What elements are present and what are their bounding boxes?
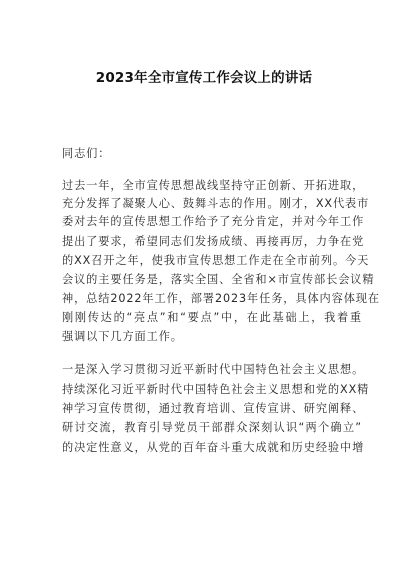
paragraph1-line: 提出了要求，希望同志们发扬成绩、再接再厉，力争在党: [62, 235, 365, 248]
paragraph2-line: 研讨交流，教育引导党员干部群众深刻认识“两个确立”: [62, 421, 362, 434]
salutation: 同志们：: [62, 147, 111, 160]
paragraph1-line: 刚刚传达的“亮点”和“要点”中，在此基础上，我着重: [62, 311, 362, 324]
paragraph2-line: 的决定性意义，从党的百年奋斗重大成就和历史经验中增: [62, 441, 365, 454]
paragraph1-line: 充分发挥了凝聚人心、鼓舞斗志的作用。刚才，XX代表市: [62, 197, 370, 210]
paragraph1-line: 过去一年，全市宣传思想战线坚持守正创新、开拓进取，: [62, 179, 365, 192]
paragraph2-line: 一是深入学习贯彻习近平新时代中国特色社会主义思想。: [62, 363, 365, 376]
paragraph2-line: 神学习宣传贯彻，通过教育培训、宣传宣讲、研究阐释、: [62, 402, 365, 415]
paragraph1-line: 强调以下几方面工作。: [62, 330, 183, 343]
paragraph1-line: 的XX召开之年，使我市宣传思想工作走在全市前列。今天: [62, 254, 370, 267]
paragraph1-line: 会议的主要任务是，落实全国、全省和×市宣传部长会议精: [62, 273, 375, 286]
paragraph2-line: 持续深化习近平新时代中国特色社会主义思想和党的XX精: [62, 383, 370, 396]
paragraph1-line: 神，总结2022年工作，部署2023年任务，具体内容体现在: [62, 292, 380, 305]
document-title: 2023年全市宣传工作会议上的讲话: [95, 70, 313, 86]
paragraph1-line: 委对去年的宣传思想工作给予了充分肯定，并对今年工作: [62, 215, 365, 228]
